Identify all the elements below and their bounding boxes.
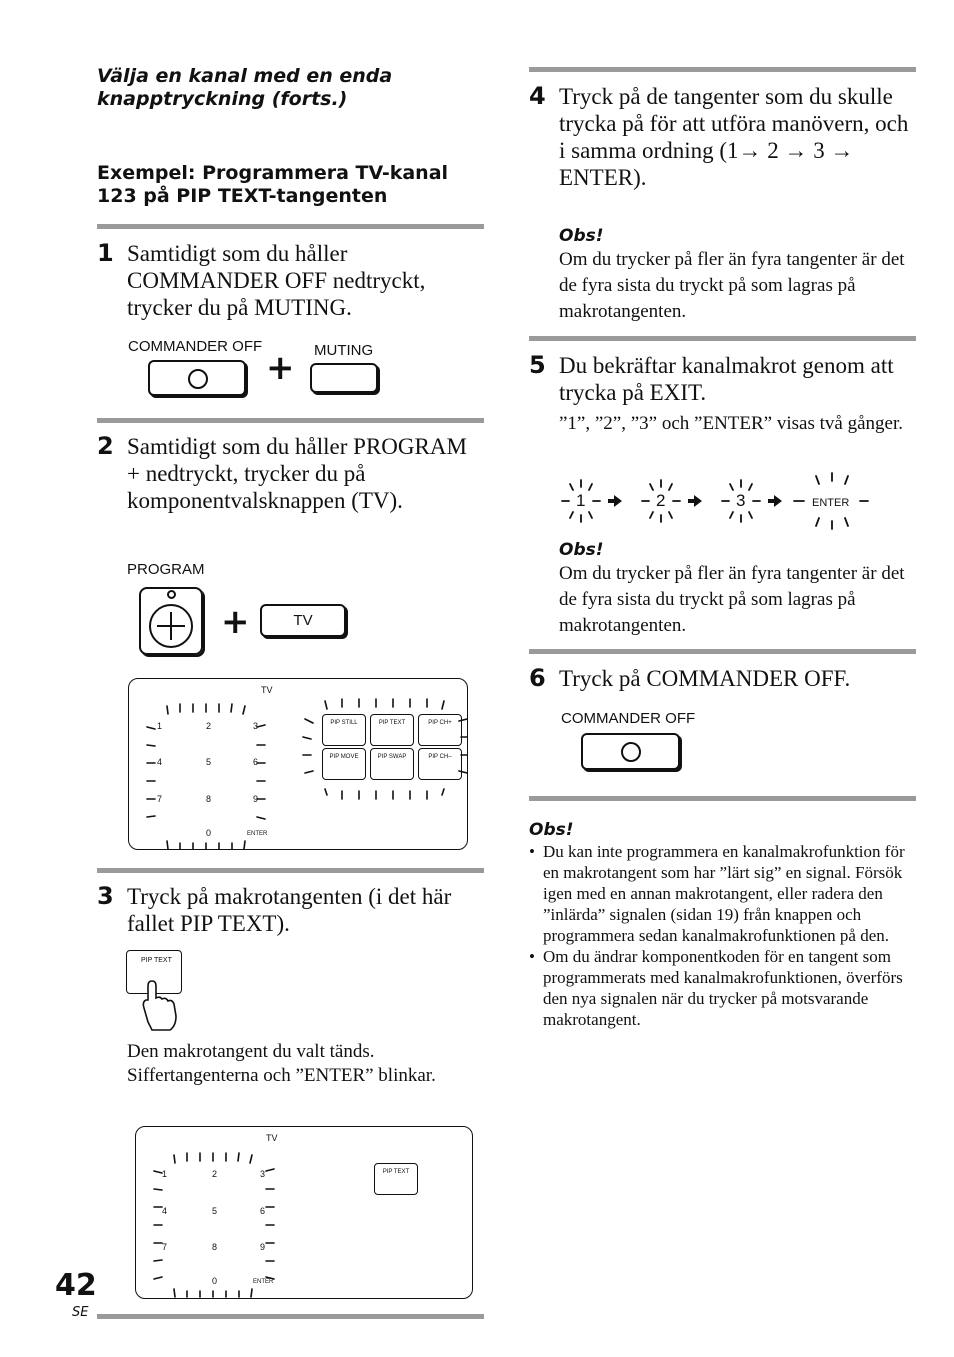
key-8: 8 bbox=[206, 794, 212, 804]
step-number: 1 bbox=[97, 239, 114, 267]
pip-move-button bbox=[322, 748, 366, 780]
program-label: PROGRAM bbox=[127, 561, 205, 578]
pip-text-button bbox=[370, 714, 414, 746]
obs-heading: Obs! bbox=[559, 540, 604, 560]
cross-v bbox=[170, 612, 172, 640]
divider bbox=[97, 418, 484, 423]
step-text: Tryck på makrotangenten (i det här fallet PIP TEXT). bbox=[127, 884, 452, 936]
step-text: Du bekräftar kanalmakrot genom att trycka på EXIT. bbox=[559, 353, 894, 405]
tv-button-label: TV bbox=[293, 612, 313, 629]
key-1: 1 bbox=[157, 721, 163, 731]
remote-diagram-2-art bbox=[136, 1127, 472, 1298]
pip-ch-minus-label: PIP CH– bbox=[428, 754, 452, 760]
pip-text-label: PIP TEXT bbox=[382, 1169, 410, 1175]
key-2: 2 bbox=[206, 721, 212, 731]
language-code: SE bbox=[72, 1305, 89, 1320]
step-text: Samtidigt som du håller PROGRAM + nedtryckt, trycker du på komponentvalsknappen (TV). bbox=[127, 434, 467, 513]
commander-off-label: COMMANDER OFF bbox=[561, 710, 696, 727]
commander-off-button[interactable] bbox=[148, 360, 246, 396]
step-number: 3 bbox=[97, 882, 114, 910]
commander-off-button[interactable] bbox=[581, 733, 680, 770]
blink-sequence bbox=[560, 470, 870, 530]
key-6: 6 bbox=[260, 1206, 266, 1216]
pointing-hand-icon bbox=[126, 950, 186, 1035]
muting-button[interactable] bbox=[310, 363, 378, 393]
seq-key-2: 2 bbox=[656, 491, 666, 510]
divider bbox=[529, 67, 916, 72]
pip-ch-plus-label: PIP CH+ bbox=[428, 720, 452, 726]
obs-final-list bbox=[529, 841, 919, 1030]
step-3-result: Den makrotangent du valt tänds. Siffertangenterna och ”ENTER” blinkar. bbox=[127, 1041, 436, 1086]
step-text: Tryck på COMMANDER OFF. bbox=[559, 666, 851, 691]
key-9: 9 bbox=[260, 1242, 266, 1252]
key-7: 7 bbox=[157, 794, 163, 804]
pip-still-button bbox=[322, 714, 366, 746]
circle-icon bbox=[621, 742, 641, 762]
key-enter: ENTER bbox=[253, 1279, 274, 1285]
pip-move-label: PIP MOVE bbox=[329, 754, 359, 760]
step-5-result: ”1”, ”2”, ”3” och ”ENTER” visas två gånger. bbox=[559, 413, 903, 434]
muting-label: MUTING bbox=[314, 342, 374, 359]
key-4: 4 bbox=[162, 1206, 168, 1216]
obs-heading: Obs! bbox=[529, 820, 574, 840]
divider bbox=[529, 796, 916, 801]
key-6: 6 bbox=[253, 757, 259, 767]
key-3: 3 bbox=[260, 1169, 266, 1179]
key-5: 5 bbox=[206, 757, 212, 767]
pip-ch-minus-button bbox=[418, 748, 462, 780]
program-plus-icon bbox=[149, 604, 193, 648]
divider bbox=[97, 224, 484, 229]
step-text: Samtidigt som du håller COMMANDER OFF nedtryckt, trycker du på MUTING. bbox=[127, 241, 426, 320]
remote-diagram-1-art bbox=[129, 679, 467, 849]
key-5: 5 bbox=[212, 1206, 218, 1216]
seq-key-enter: ENTER bbox=[812, 497, 850, 509]
page-number: 42 bbox=[55, 1268, 97, 1303]
remote-tv-label: TV bbox=[261, 685, 273, 695]
divider bbox=[97, 868, 484, 873]
pip-text-label: PIP TEXT bbox=[378, 720, 406, 726]
pip-still-label: PIP STILL bbox=[330, 720, 358, 726]
pip-swap-label: PIP SWAP bbox=[377, 754, 407, 760]
program-rocker[interactable] bbox=[139, 587, 203, 655]
pip-text-key-label: PIP TEXT bbox=[141, 957, 172, 964]
divider bbox=[97, 1314, 484, 1319]
seq-key-3: 3 bbox=[736, 491, 746, 510]
step-number: 2 bbox=[97, 432, 114, 460]
plus-sign: + bbox=[221, 602, 250, 642]
plus-dot bbox=[167, 590, 176, 599]
tv-button[interactable] bbox=[260, 604, 346, 637]
key-1: 1 bbox=[162, 1169, 168, 1179]
obs-note-4: Om du trycker på fler än fyra tangenter är det de fyra sista du tryckt på som lagras på makrotangenten. bbox=[559, 249, 905, 322]
seq-key-1: 1 bbox=[576, 491, 586, 510]
obs-final-item: • Du kan inte programmera en kanalmakrofunktion för en makrotangent som har ”lärt sig” en signal. Försök igen med en annan makrotangent, eller radera den ”inlärda” signalen (sidan 19) från knappen och programmera sedan kanalmakrofunktionen på den. bbox=[529, 841, 919, 946]
commander-off-label: COMMANDER OFF bbox=[128, 338, 263, 355]
key-3: 3 bbox=[253, 721, 259, 731]
key-7: 7 bbox=[162, 1242, 168, 1252]
divider bbox=[529, 649, 916, 654]
key-2: 2 bbox=[212, 1169, 218, 1179]
pip-text-button-lit bbox=[374, 1163, 418, 1195]
step-number: 6 bbox=[529, 664, 546, 692]
step-number: 5 bbox=[529, 351, 546, 379]
section-title: Välja en kanal med en enda knapptryckning (forts.) bbox=[97, 65, 393, 110]
remote-diagram-2 bbox=[135, 1126, 473, 1299]
obs-note-5: Om du trycker på fler än fyra tangenter är det de fyra sista du tryckt på som lagras på makrotangenten. bbox=[559, 563, 905, 636]
pip-ch-plus-button bbox=[418, 714, 462, 746]
key-0: 0 bbox=[206, 828, 212, 838]
pip-text-press-illustration bbox=[126, 950, 186, 1035]
remote-diagram-1 bbox=[128, 678, 468, 850]
key-enter: ENTER bbox=[247, 831, 268, 837]
circle-icon bbox=[188, 369, 208, 389]
example-heading: Exempel: Programmera TV-kanal 123 på PIP TEXT-tangenten bbox=[97, 162, 449, 207]
obs-heading: Obs! bbox=[559, 226, 604, 246]
remote-tv-label: TV bbox=[266, 1133, 278, 1143]
plus-sign: + bbox=[266, 348, 295, 388]
step-text: Tryck på de tangenter som du skulle trycka på för att utföra manövern, och i samma ordning (1→ 2 → 3 → ENTER). bbox=[559, 84, 909, 190]
obs-final-item: • Om du ändrar komponentkoden för en tangent som programmerats med kanalmakrofunktionen, överförs den nya signalen när du trycker på motsvarande makrotangent. bbox=[529, 946, 919, 1030]
step-number: 4 bbox=[529, 82, 546, 110]
key-8: 8 bbox=[212, 1242, 218, 1252]
key-0: 0 bbox=[212, 1276, 218, 1286]
pip-swap-button bbox=[370, 748, 414, 780]
key-9: 9 bbox=[253, 794, 259, 804]
key-4: 4 bbox=[157, 757, 163, 767]
divider bbox=[529, 336, 916, 341]
